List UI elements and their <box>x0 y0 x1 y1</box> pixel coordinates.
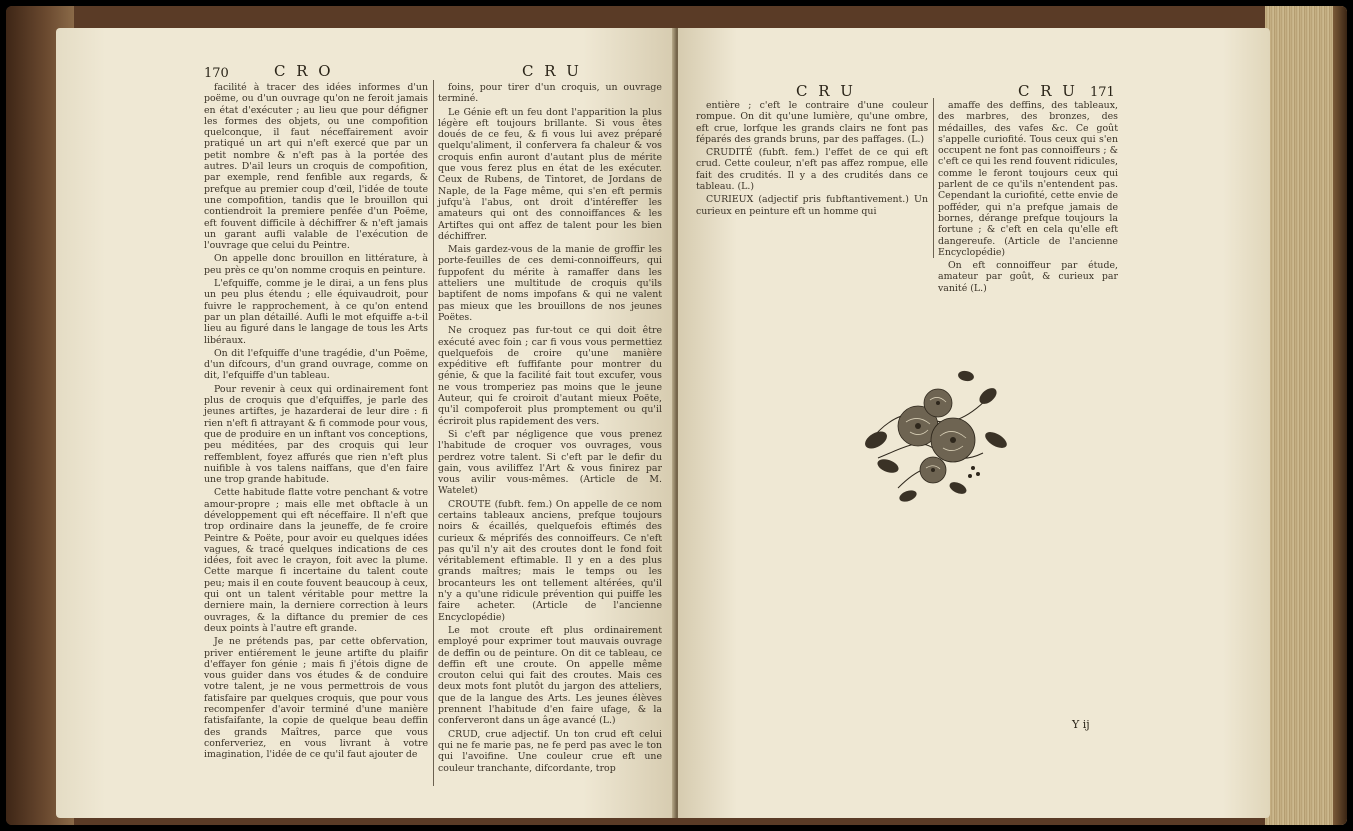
running-header-left: C R O <box>274 62 334 80</box>
paragraph: CRUDITÉ (fubft. fem.) l'effet de ce qui eft crud. Cette couleur, n'eft pas affez rompue, elle fait des crudités. Il y a des crudités dans ce tableau. (L.) <box>696 147 928 193</box>
book-spread <box>6 6 1347 825</box>
paragraph: Si c'eft par négligence que vous prenez l'habitude de croquer vos ouvrages, vous perdrez votre talent. Si c'eft par le defir du gain, vous aviliffez l'Art & vous finirez par vous avilir vous-mêmes. (Article de M. Watelet) <box>438 428 662 497</box>
book-edge-right <box>1265 6 1347 825</box>
paragraph: Cette habitude flatte votre penchant & votre amour-propre ; mais elle met obftacle à un développement qui eft néceffaire. Il n'eft que trop ordinaire dans la jeuneffe, de fe croire Peintre & Poëte, pour avoir eu quelques idées vagues, & tracé quelques indications de ces idées, foit avec le crayon, foit avec la plume. Cette marque fi incertaine du talent coute peu; mais il en coute fouvent beaucoup à ceux, qui ont un talent véritable pour mettre la derniere main, la derniere correction à leurs ouvrages, & la diftance du premier de ces deux points à l'autre eft grande. <box>204 487 428 634</box>
left-page-column-2 <box>438 82 662 786</box>
right-page-column-1 <box>696 100 928 250</box>
right-page <box>678 28 1270 818</box>
paragraph: CRUD, crue adjectif. Un ton crud eft celui qui ne fe marie pas, ne fe perd pas avec le ton qui l'avoifine. Une couleur crue eft une couleur tranchante, difcordante, trop <box>438 728 662 774</box>
paragraph: Ne croquez pas fur-tout ce qui doit être exécuté avec foin ; car fi vous vous permettiez quelquefois de croire qu'une manière expéditive eft fuffifante pour montrer du génie, & que la facilité fait tout excufer, vous ne vous tromperiez pas moins que le jeune Auteur, qui fe croiroit d'autant mieux Poëte, qu'il compoferoit plus promptement ou qu'il écriroit plus rapidement des vers. <box>438 325 662 427</box>
paragraph: On dit l'efquiffe d'une tragédie, d'un Poëme, d'un difcours, d'un grand ouvrage, comme on dit, l'efquiffe d'un tableau. <box>204 347 428 382</box>
page-number-left: 170 <box>204 66 229 81</box>
paragraph: foins, pour tirer d'un croquis, un ouvrage terminé. <box>438 82 662 105</box>
paragraph: Pour revenir à ceux qui ordinairement font plus de croquis que d'efquiffes, je parle des jeunes artiftes, je hazarderai de leur dire : fi rien n'eft fi attrayant & fi commode pour vous, que de produire en un inftant vos conceptions, peu méditées, par des croquis qui leur reffemblent, foyez affurés que rien n'eft plus nuifible à vos talens naiffans, que d'en faire une trop grande habitude. <box>204 383 428 486</box>
right-page-column-2 <box>938 100 1118 294</box>
running-header-right: C R U <box>522 62 582 80</box>
paragraph: On eft connoiffeur par étude, amateur par goût, & curieux par vanité (L.) <box>938 260 1118 294</box>
paragraph: amaffe des deffins, des tableaux, des marbres, des bronzes, des médailles, des vafes &c. Ce goût s'appelle curiofité. Tous ceux qui s'en occupent ne font pas connoiffeurs ; & c'eft ce qui les rend fouvent ridicules, comme le feront toujours ceux qui parlent de ce qu'ils n'entendent pas. Cependant la curiofité, cette envie de pofféder, qui n'a prefque jamais de bornes, dérange prefque toujours la fortune ; & c'eft en cela qu'elle eft dangereufe. (Article de l'ancienne Encyclopédie) <box>938 100 1118 258</box>
paragraph: Je ne prétends pas, par cette obfervation, priver entiérement le jeune artifte du plaifir d'effayer fon génie ; mais fi j'étois digne de vous guider dans vos études & de conduire votre talent, je ne vous permettrois de vous fatisfaire par quelques croquis, que pour vous recompenfer d'avoir terminé d'une manière fatisfaifante, la copie de quelque beau deffin des grands Maîtres, parce que vous conferveriez, en vous livrant à votre imagination, l'idée de ce qu'il faut ajouter de <box>204 636 428 761</box>
paragraph: Le mot croute eft plus ordinairement employé pour exprimer tout mauvais ouvrage de deffin ou de peinture. On dit ce tableau, ce deffin eft une croute. On appelle même crouton celui qui fait des croutes. Mais ces deux mots font plutôt du jargon des atteliers, que de la langue des Arts. Les jeunes élèves prennent l'habitude d'en faire ufage, & la conferveront dans un âge avancé (L.) <box>438 624 662 727</box>
left-page <box>56 28 676 818</box>
page-signature: Y ij <box>1072 718 1090 731</box>
left-page-column-1 <box>204 82 428 786</box>
running-header-left: C R U <box>796 82 856 100</box>
column-rule <box>433 80 434 786</box>
paragraph: Mais gardez-vous de la manie de groffir les porte-feuilles de ces demi-connoiffeurs, qui fuppofent du mérite à ramaffer dans les atteliers une multitude de croquis qu'ils baptifent de noms impofans & qui ne valent pas mieux que les brouillons de nos jeunes Poëtes. <box>438 244 662 323</box>
paragraph: On appelle donc brouillon en littérature, à peu près ce qu'on nomme croquis en peinture. <box>204 253 428 276</box>
paragraph: CURIEUX (adjectif pris fubftantivement.) Un curieux en peinture eft un homme qui <box>696 194 928 217</box>
paragraph: facilité à tracer des idées informes d'un poëme, ou d'un ouvrage qu'on ne feroit jamais en état d'exécuter ; au lieu que pour défigner les formes des objets, ou une compofition quelconque, il faut néceffairement avoir pratiqué un art qui n'eft exercé que par un petit nombre & n'eft pas à la portée des autres. D'ail leurs un croquis de compofition, par exemple, rend fenfible aux regards, & prefque au premier coup d'œil, l'idée de toute une compofition, tandis que le brouillon qui contiendroit la premiere penfée d'un Poëme, eft fouvent difficile à déchiffrer & n'eft jamais un garant aufli valable de l'exécution de l'ouvrage que celui du Peintre. <box>204 82 428 252</box>
floral-ornament-illustration <box>848 348 1018 508</box>
paragraph: CROUTE (fubft. fem.) On appelle de ce nom certains tableaux anciens, prefque toujours noirs & écaillés, quelquefois eftimés des curieux & méprifés des connoiffeurs. Ce n'eft pas qu'il n'y ait des croutes dont le fond foit véritablement eftimable. Il y en a des plus grands maîtres; mais le temps ou les brocanteurs les ont tellement altérées, qu'il n'y a qu'une ridicule prévention qui puiffe les faire acheter. (Article de l'ancienne Encyclopédie) <box>438 498 662 623</box>
column-rule <box>933 98 934 258</box>
paragraph: L'efquiffe, comme je le dirai, a un fens plus un peu plus étendu ; elle équivaudroit, pour fuivre le rapprochement, à ce qu'on entend par un plan détaillé. Aufli le mot efquiffe a-t-il lieu au figuré dans le langage de tous les Arts libéraux. <box>204 278 428 346</box>
running-header-right: C R U <box>1018 82 1078 100</box>
paragraph: Le Génie eft un feu dont l'apparition la plus légère eft toujours brillante. Si vous êtes doués de ce feu, & fi vous lui avez préparé quelqu'aliment, il confervera fa chaleur & vos croquis enfin auront d'autant plus de mérite que vous ferez plus en état de les exécuter. Ceux de Rubens, de Tintoret, de Jordans de Naple, de la Fage même, qui s'en eft permis jufqu'à l'abus, ont droit d'intéreffer les amateurs qui ont des connoiffances & les Artiftes qui ont affez de talent pour les bien déchiffrer. <box>438 106 662 242</box>
page-number-right: 171 <box>1090 85 1115 100</box>
paragraph: entière ; c'eft le contraire d'une couleur rompue. On dit qu'une lumière, qu'une ombre, eft crue, lorfque les grands clairs ne font pas féparés des grands bruns, par des paffages. (L.) <box>696 100 928 145</box>
